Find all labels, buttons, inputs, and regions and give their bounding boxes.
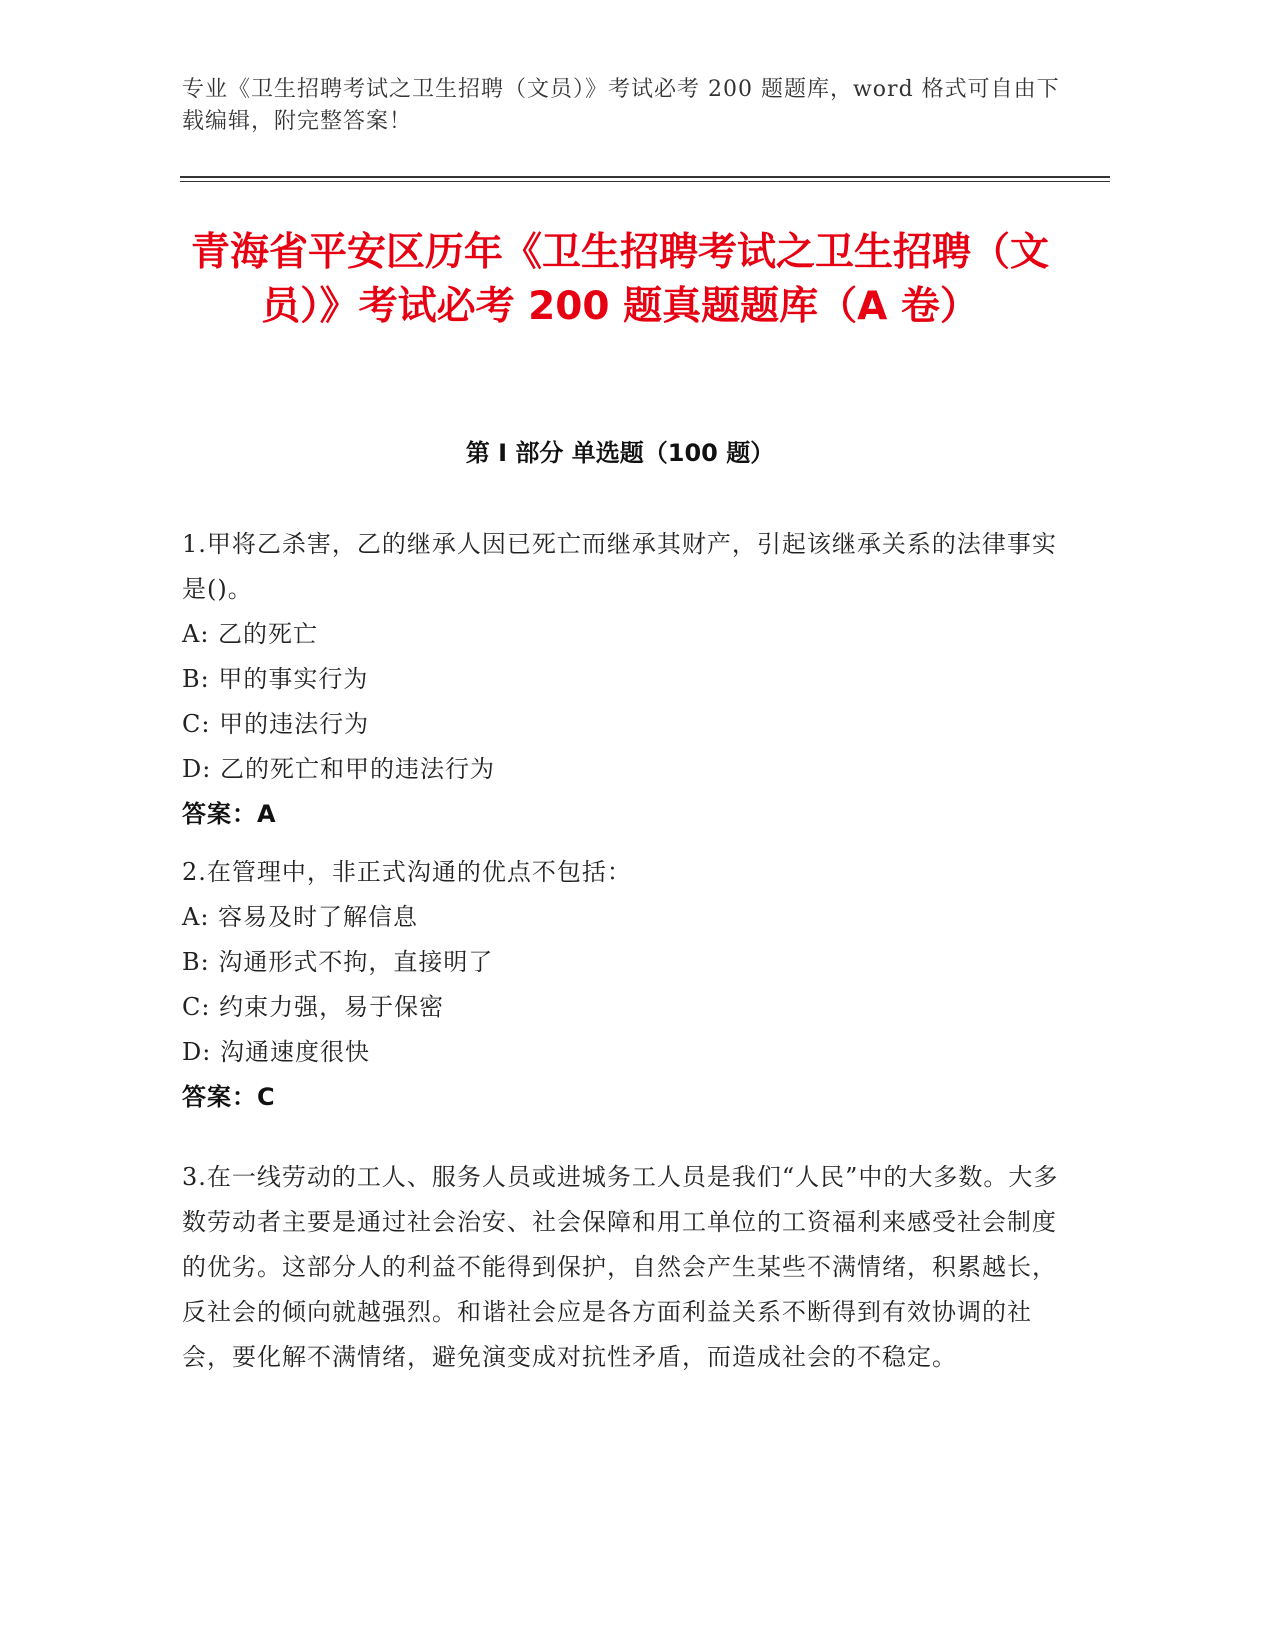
answer: 答案：A [182,800,277,828]
option-b: B: 沟通形式不拘，直接明了 [182,948,494,976]
question-2 [182,850,1062,1120]
option-a: A: 容易及时了解信息 [182,903,419,931]
answer: 答案：C [182,1083,276,1111]
document-title: 青海省平安区历年《卫生招聘考试之卫生招聘（文员）》考试必考 200 题真题题库（A 卷） [190,230,1049,329]
option-c: C: 约束力强，易于保密 [182,993,445,1021]
option-a: A: 乙的死亡 [182,620,319,648]
option-c: C: 甲的违法行为 [182,710,370,738]
question-1 [182,522,1062,837]
header-rule-thin [180,181,1110,182]
question-3 [182,1155,1062,1380]
section-title: 第 I 部分 单选题（100 题） [465,439,775,467]
question-stem: 1.甲将乙杀害，乙的继承人因已死亡而继承其财产，引起该继承关系的法律事实是()。 [182,530,1057,603]
question-stem: 2.在管理中，非正式沟通的优点不包括： [182,858,632,886]
question-stem: 3.在一线劳动的工人、服务人员或进城务工人员是我们“人民”中的大多数。大多数劳动者主要是通过社会治安、社会保障和用工单位的工资福利来感受社会制度的优劣。这部分人的利益不能得到保护，自然会产生某些不满情绪，积累越长，反社会的倾向就越强烈。和谐社会应是各方面利益关系不断得到有效协调的社会，要化解不满情绪，避免演变成对抗性矛盾，而造成社会的不稳定。 [182,1163,1059,1371]
option-d: D: 乙的死亡和甲的违法行为 [182,755,495,783]
option-b: B: 甲的事实行为 [182,665,369,693]
option-d: D: 沟通速度很快 [182,1038,370,1066]
header-rule-thick [180,176,1110,178]
header-note: 专业《卫生招聘考试之卫生招聘（文员）》考试必考 200 题题库，word 格式可自由下载编辑，附完整答案！ [182,77,1060,134]
